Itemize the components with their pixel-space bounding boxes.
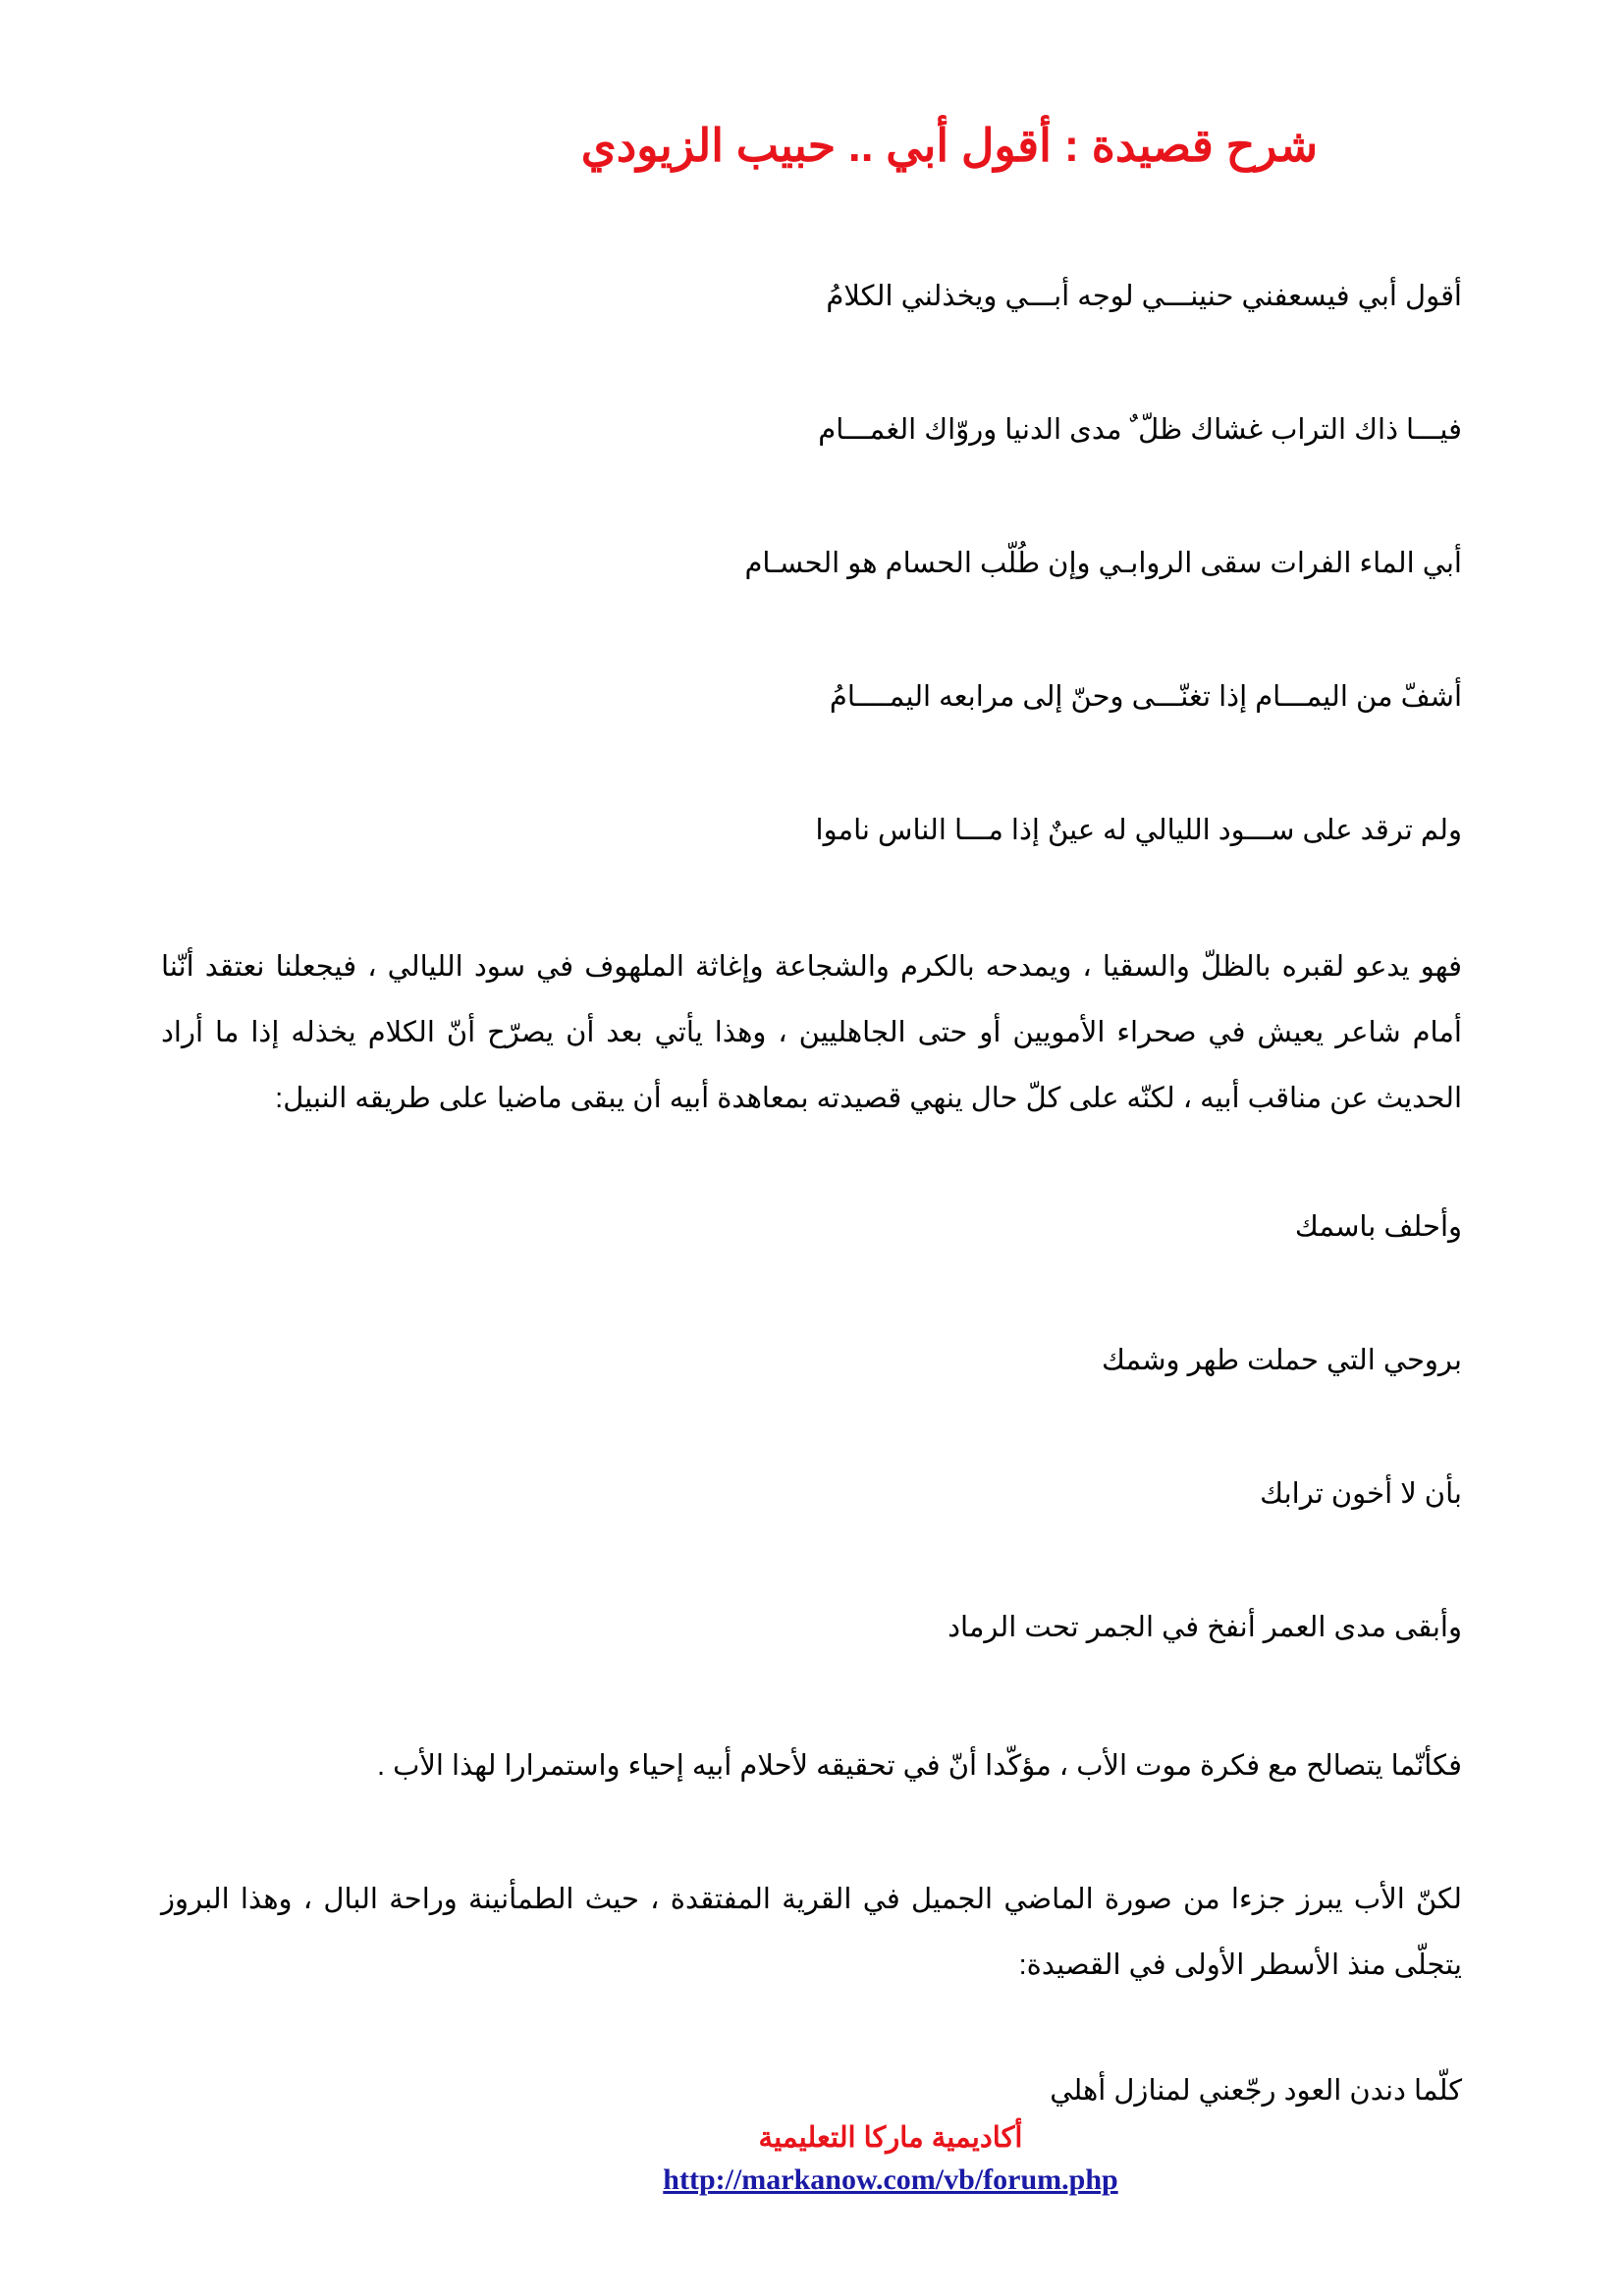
oath-line-2: بروحي التي حملت طهر وشمك bbox=[1102, 1345, 1462, 1376]
verse-line-4: أشفّ من اليمـــام إذا تغنّـــى وحنّ إلى مرابعه اليمــــامُ bbox=[829, 681, 1462, 713]
oath-line-4: وأبقى مدى العمر أنفخ في الجمر تحت الرماد bbox=[947, 1612, 1462, 1643]
oath-line-3: بأن لا أخون ترابك bbox=[1260, 1478, 1462, 1510]
paragraph-1: فهو يدعو لقبره بالظلّ والسقيا ، ويمدحه بالكرم والشجاعة وإغاثة الملهوف في سود الليالي ، فيجعلنا نعتقد أنّنا أمام شاعر يعيش في صحراء الأمويين أو حتى الجاهليين ، وهذا يأتي بعد أن يصرّح أنّ الكلام يخذله إذا ما أراد الحديث عن مناقب أبيه ، لكنّه على كلّ حال ينهي قصيدته بمعاهدة أبيه أن يبقى ماضيا على طريقه النبيل: bbox=[161, 951, 1462, 1114]
page-title: شرح قصيدة : أقول أبي .. حبيب الزيودي bbox=[580, 120, 1319, 171]
paragraph-2: فكأنّما يتصالح مع فكرة موت الأب ، مؤكّدا أنّ في تحقيقه لأحلام أبيه إحياء واستمرارا لهذا الأب . bbox=[376, 1750, 1462, 1782]
paragraph-3: لكنّ الأب يبرز جزءا من صورة الماضي الجميل في القرية المفتقدة ، حيث الطمأنينة وراحة البال ، وهذا البروز يتجلّى منذ الأسطر الأولى في القصيدة: bbox=[161, 1884, 1462, 1981]
verse-line-1: أقول أبي فيسعفني حنينـــي لوجه أبـــي ويخذلني الكلامُ bbox=[826, 281, 1462, 312]
footer-forum-link[interactable]: http://markanow.com/vb/forum.php bbox=[663, 2163, 1118, 2196]
footer-academy-name: أكاديمية ماركا التعليمية bbox=[758, 2122, 1023, 2154]
verse-line-5: ولم ترقد على ســـود الليالي له عينٌ إذا مـــا الناس ناموا bbox=[815, 815, 1462, 846]
verse-line-3: أبي الماء الفرات سقى الروابـي وإن طُلّب الحسام هو الحسـام bbox=[744, 548, 1462, 579]
oath-line-1: وأحلف باسمك bbox=[1294, 1211, 1462, 1243]
verse-line-2: فيـــا ذاك التراب غشاك ظلّ ٌ مدى الدنيا وروّاك الغمـــام bbox=[818, 414, 1462, 446]
last-verse-line: كلّما دندن العود رجّعني لمنازل أهلي bbox=[1050, 2075, 1462, 2107]
